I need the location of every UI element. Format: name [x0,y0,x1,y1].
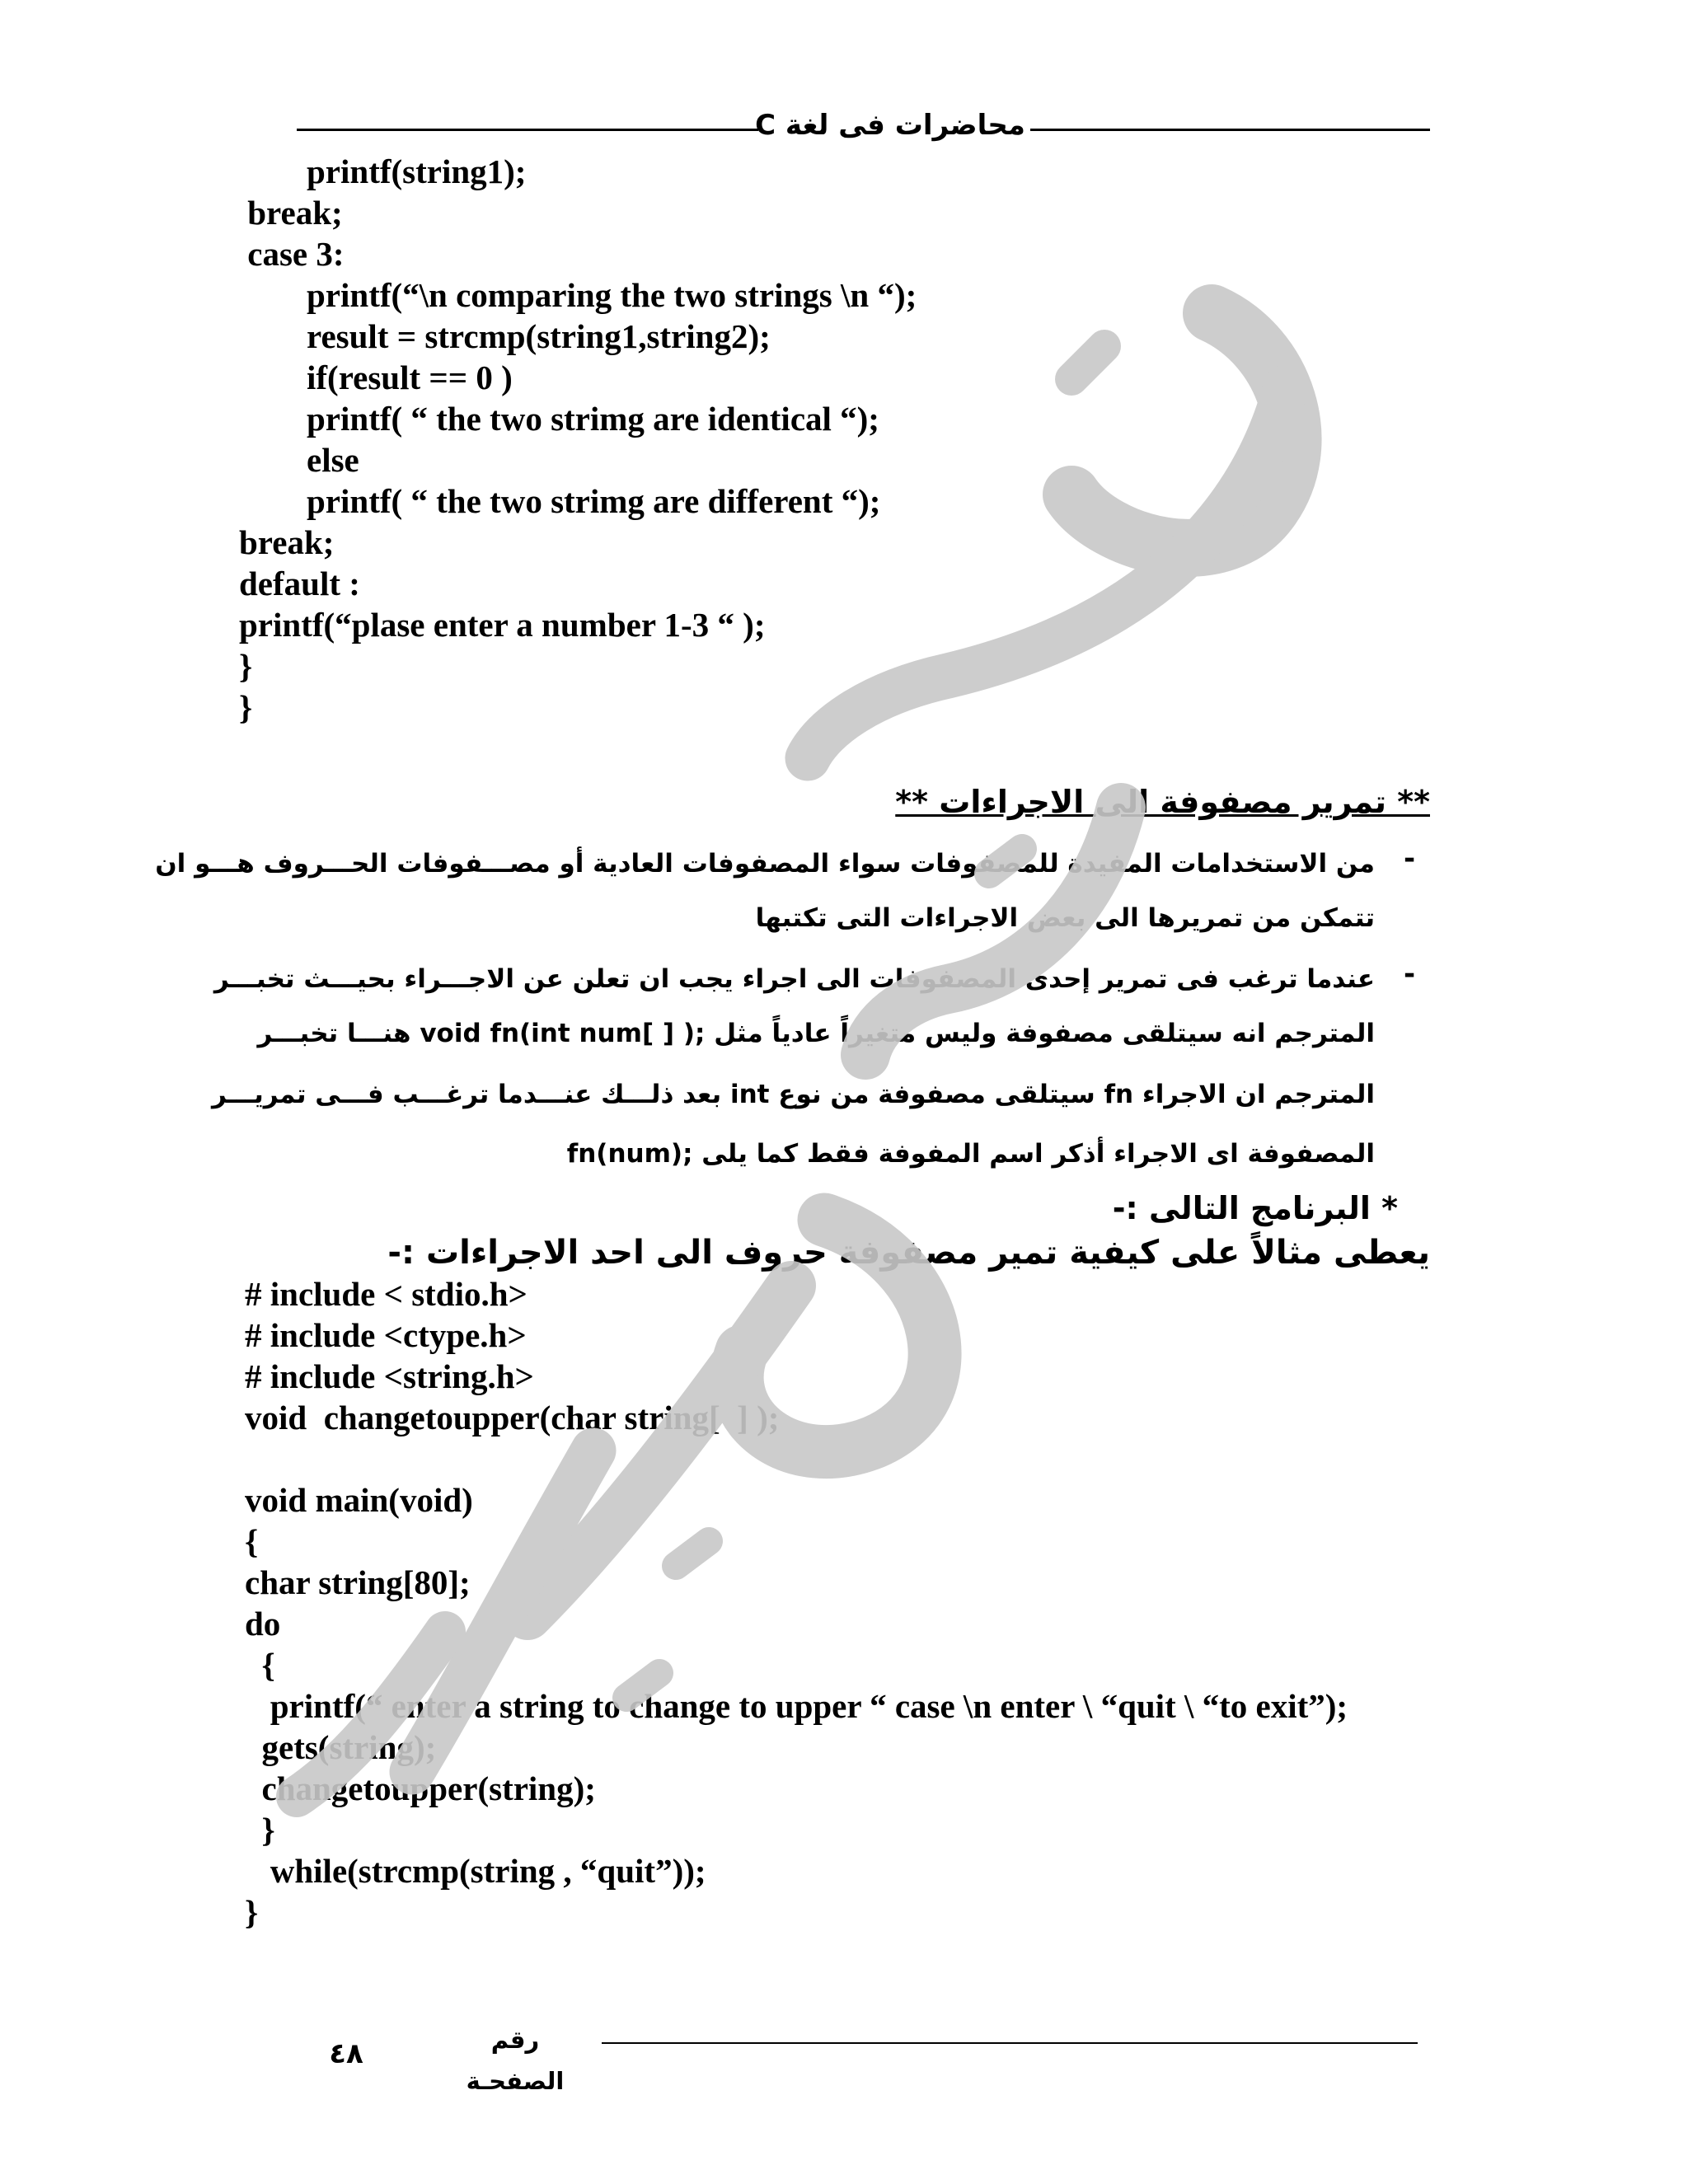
code-line: printf(“ enter a string to change to upper “ case \n enter \ “quit \ “to exit”); [245,1687,1348,1725]
bullet2-line-1: عندما ترغب فى تمرير إحدى المصفوفات الى اجراء يجب ان تعلن عن الاجـــراء بحيـــث تخبـــر [213,964,1375,994]
code-line: { [245,1646,275,1684]
code-line: case 3: [239,235,345,273]
header-title: محاضرات فى لغة C [755,109,1025,142]
bullet1-line-2: تتمكن من تمريرها الى بعض الاجراءات التى تكتبها [755,903,1375,933]
code-line: printf(“plase enter a number 1-3 “ ); [239,606,766,644]
footer-page-label: رقم الصفحـة [466,2026,565,2095]
code-line: printf( “ the two strimg are identical “); [239,400,879,438]
code-line: else [239,441,359,479]
code-line: # include < stdio.h> [245,1275,528,1313]
code-line: if(result == 0 ) [239,359,513,396]
bullet-dash-1: - [1404,842,1416,875]
code-line: char string[80]; [245,1563,471,1601]
code-line: # include <string.h> [245,1357,534,1395]
code-line: do [245,1605,281,1643]
code-line: printf(“\n comparing the two strings \n “); [239,276,917,314]
code-line: void changetoupper(char string[ ] ); [245,1399,780,1436]
code-line: gets(string); [245,1728,437,1766]
bullet1-line-1: من الاستخدامات المفيدة للمصفوفات سواء المصفوفات العادية أو مصـــفوفات الحـــروف هـــو ان [155,849,1375,879]
code-line: default : [239,565,360,602]
program-title: * البرنامج التالى :- [1112,1190,1398,1226]
code-block-bottom [245,1273,1348,1933]
bullet2-line-4: المصفوفة اى الاجراء أذكر اسم المفوفة فقط كما يلى ;fn(num) [566,1139,1375,1169]
code-line: break; [239,194,343,232]
bullet-dash-2: - [1404,958,1416,991]
code-line: break; [239,523,335,561]
code-line: } [239,647,253,685]
code-line: changetoupper(string); [245,1769,596,1807]
code-line: # include <ctype.h> [245,1316,527,1354]
section-heading: ** تمرير مصفوفة الى الاجراءات ** [895,784,1430,820]
program-description: يعطى مثالاً على كيفية تمير مصفوفة حروف الى احد الاجراءات :- [387,1234,1430,1272]
page-number: ٤٨ [329,2037,363,2070]
code-line: { [245,1522,259,1560]
bullet2-line-2: المترجم انه سيتلقى مصفوفة وليس متغيراً عادياً مثل ;( [ ]void fn(int num هنـــا تخبـــر [257,1019,1375,1048]
footer-rule [602,2042,1418,2044]
header-rule-left [297,129,758,131]
code-block-top [239,151,917,728]
header-rule-right [1030,129,1430,131]
code-line: void main(void) [245,1481,473,1519]
code-line: while(strcmp(string , “quit”)); [245,1852,706,1890]
code-line [245,1438,1348,1479]
code-line: printf( “ the two strimg are different “); [239,482,881,520]
code-line: } [245,1811,275,1849]
code-line: result = strcmp(string1,string2); [239,317,771,355]
code-line: printf(string1); [239,152,527,190]
bullet2-line-3: المترجم ان الاجراء fn سيتلقى مصفوفة من نوع int بعد ذلـــك عنـــدما ترغـــب فـــى تمريـــر [212,1080,1375,1109]
code-line: } [239,688,253,726]
code-line: } [245,1893,259,1931]
